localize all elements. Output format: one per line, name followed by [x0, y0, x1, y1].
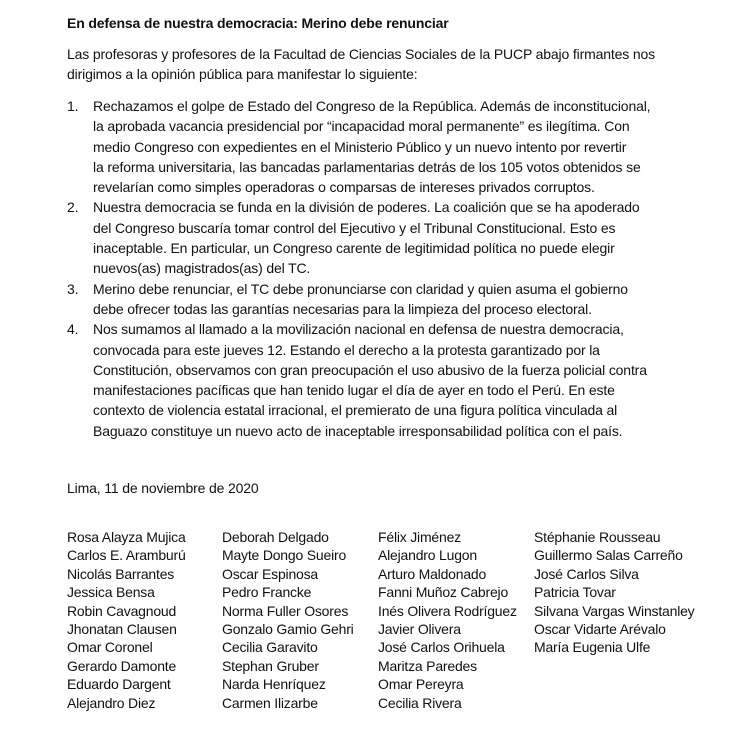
item-number: 2. [67, 199, 79, 216]
signatory-name: Cecilia Garavito [222, 639, 318, 656]
signatory-name: Oscar Espinosa [222, 565, 319, 582]
item-line: revelarían como simples operadoras o comparsas de intereses privados corruptos. [93, 179, 595, 196]
signatory-name: Maritza Paredes [378, 657, 477, 674]
signatory-name: Patricia Tovar [534, 584, 616, 601]
signatory-name: Oscar Vidarte Arévalo [534, 620, 666, 637]
signatory-name: Rosa Alayza Mujica [67, 529, 186, 545]
signatories-column-4 [534, 528, 695, 657]
signatory-name: José Carlos Orihuela [378, 639, 505, 656]
statement-item [67, 319, 707, 441]
signatory-name: Robin Cavagnoud [67, 602, 177, 619]
signatory-name: Stephan Gruber [222, 657, 319, 674]
signatory-name: Eduardo Dargent [67, 676, 171, 693]
item-line: Baguazo constituye un nuevo acto de inaceptable irresponsabilidad política con el país. [93, 422, 623, 439]
item-line: contexto de violencia estatal irracional, el premierato de una figura política vinculada al [93, 402, 618, 419]
item-line: debe ofrecer todas las garantías necesarias para la limpieza del proceso electoral. [93, 300, 592, 317]
signatory-name: Arturo Maldonado [378, 565, 487, 582]
item-line: Constitución, observamos con gran preocupación el uso abusivo de la fuerza policial contra [93, 361, 647, 378]
signatory-name: Jessica Bensa [67, 584, 155, 601]
signatory-name: Narda Henríquez [222, 676, 326, 693]
item-line: la reforma universitaria, las bancadas parlamentarias detrás de los 105 votos obtenidos se [93, 158, 641, 175]
item-line: Nuestra democracia se funda en la división de poderes. La coalición que se ha apoderado [93, 199, 640, 216]
statement-item [67, 279, 707, 320]
item-number: 1. [67, 98, 79, 114]
signatory-name: Mayte Dongo Sueiro [222, 547, 347, 564]
item-line: la aprobada vacancia presidencial por “incapacidad moral permanente” es ilegítima. Con [93, 118, 630, 135]
signatory-name: José Carlos Silva [534, 565, 639, 582]
item-line: Merino debe renunciar, el TC debe pronunciarse con claridad y quien asuma el gobierno [93, 280, 628, 297]
statement-list [67, 96, 707, 441]
signatory-name: Jhonatan Clausen [67, 620, 177, 637]
signatory-name: Guillermo Salas Carreño [534, 547, 683, 564]
item-line: Nos sumamos al llamado a la movilización nacional en defensa de nuestra democracia, [93, 321, 624, 338]
signatories-column-3 [378, 528, 517, 712]
document-title: En defensa de nuestra democracia: Merino debe renunciar [67, 15, 449, 31]
signatories-column-1 [67, 528, 186, 712]
signatory-name: Deborah Delgado [222, 529, 329, 545]
item-line: convocada para este jueves 12. Estando el derecho a la protesta garantizado por la [93, 341, 600, 358]
item-number: 4. [67, 321, 79, 338]
intro-paragraph: Las profesoras y profesores de la Facultad de Ciencias Sociales de la PUCP abajo firmantes nos dirigimos a la opinión pública para manifestar lo siguiente: [67, 46, 655, 82]
statement-item [67, 197, 707, 278]
item-line: manifestaciones pacíficas que han tenido lugar el día de ayer en todo el Perú. En este [93, 382, 615, 399]
signatory-name: Gerardo Damonte [67, 657, 177, 674]
item-text [93, 319, 707, 441]
item-line: nuevos(as) magistrados(as) del TC. [93, 260, 311, 277]
signatory-name: María Eugenia Ulfe [534, 639, 651, 656]
signatory-name: Silvana Vargas Winstanley [534, 602, 695, 619]
signatory-name: Nicolás Barrantes [67, 565, 175, 582]
signatory-name: Carmen Ilizarbe [222, 694, 318, 711]
signatories-column-2 [222, 528, 354, 712]
item-text [93, 96, 707, 197]
item-text [93, 197, 707, 278]
item-number: 3. [67, 280, 79, 297]
signatory-name: Carlos E. Aramburú [67, 547, 186, 564]
item-line: medio Congreso con expedientes en el Ministerio Público y un nuevo intento por revertir [93, 138, 627, 155]
signatory-name: Cecilia Rivera [378, 694, 462, 711]
signatory-name: Stéphanie Rousseau [534, 529, 661, 545]
item-line: del Congreso buscaría tomar control del Ejecutivo y el Tribunal Constitucional. Esto es [93, 219, 616, 236]
signatory-name: Gonzalo Gamio Gehri [222, 620, 354, 637]
signatory-name: Omar Pereyra [378, 676, 464, 693]
item-line: inaceptable. En particular, un Congreso carente de legitimidad política no puede elegir [93, 240, 615, 257]
signatory-name: Omar Coronel [67, 639, 153, 656]
item-line: Rechazamos el golpe de Estado del Congreso de la República. Además de inconstitucional, [93, 98, 651, 114]
signatory-name: Pedro Francke [222, 584, 312, 601]
signatory-name: Javier Olivera [378, 620, 461, 637]
signatory-name: Fanni Muñoz Cabrejo [378, 584, 509, 601]
item-text [93, 279, 707, 320]
signatory-name: Alejandro Diez [67, 694, 156, 711]
signatory-name: Alejandro Lugon [378, 547, 477, 564]
signatory-name: Inés Olivera Rodríguez [378, 602, 517, 619]
signatory-name: Félix Jiménez [378, 529, 461, 545]
statement-item [67, 96, 707, 197]
signatory-name: Norma Fuller Osores [222, 602, 349, 619]
place-date: Lima, 11 de noviembre de 2020 [67, 480, 259, 496]
